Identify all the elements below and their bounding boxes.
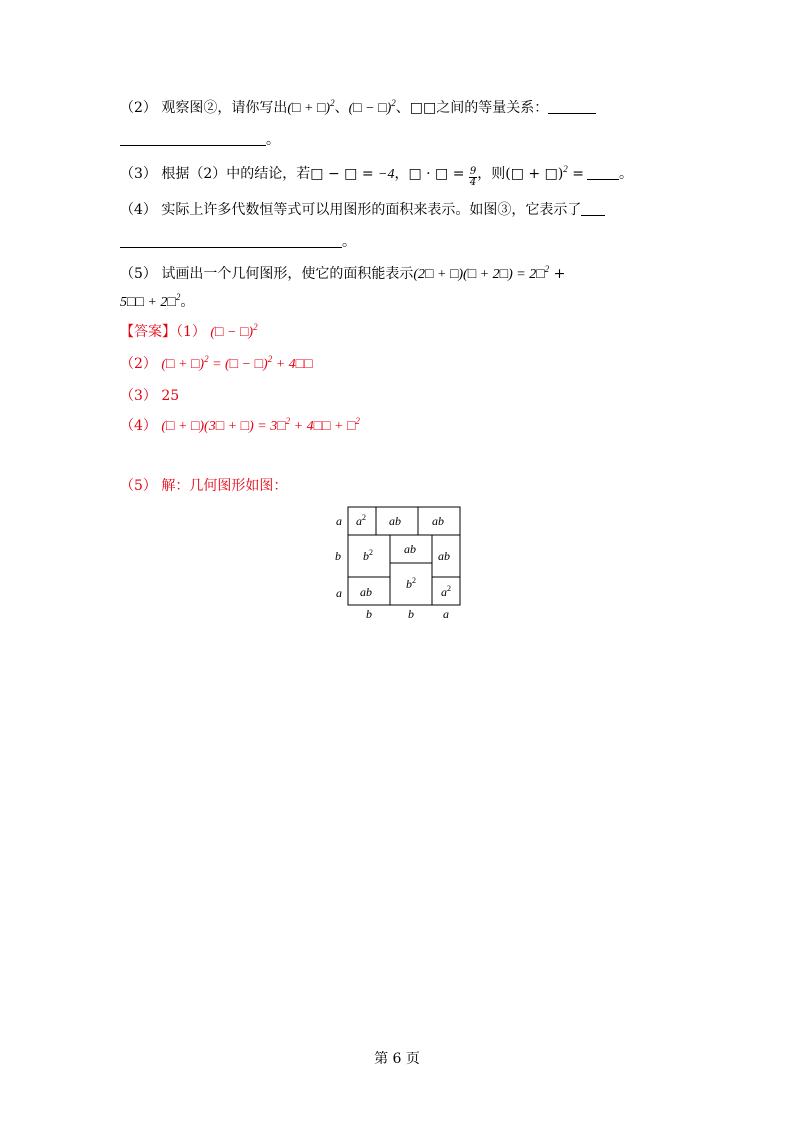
cell-b2-left <box>363 548 373 563</box>
cell-ab-center: ab <box>404 542 416 556</box>
q2-sep-2: 、□□之间的等量关系： <box>395 100 549 116</box>
q5-exp-1: 2 <box>544 264 550 274</box>
question-4-line-2 <box>120 232 356 252</box>
q2-exp-2: 2 <box>391 98 396 108</box>
bottom-label-a: a <box>443 607 449 621</box>
a5-number: （5） <box>120 478 157 494</box>
a3-value: 25 <box>161 388 180 404</box>
q2-number: （2） <box>120 100 157 116</box>
q3-post: ，则(□ + □) <box>477 166 564 182</box>
cell-ab-right: ab <box>438 549 450 563</box>
q3-mid: ，□ · □ = <box>394 166 469 182</box>
q5-end: 。 <box>180 294 195 310</box>
q4-answer-blank-1[interactable] <box>581 201 605 216</box>
q3-prompt: 根据（2）中的结论，若□ − □ = <box>161 166 378 182</box>
a1-number: （1） <box>176 324 206 340</box>
q3-fraction-numerator: 9 <box>469 166 477 177</box>
a1-expression: (□ − □) <box>210 325 254 340</box>
cell-a2-top-exp: 2 <box>362 513 366 522</box>
cell-a2-top <box>356 513 366 528</box>
cell-b2-left-base: b <box>363 549 369 563</box>
a4-expression-a: (□ + □)(3□ + □) = 3□ <box>161 419 286 434</box>
q5-exp-2: 2 <box>175 292 181 302</box>
left-label-a-bottom: a <box>336 586 342 600</box>
cell-ab-bottom-left: ab <box>360 585 372 599</box>
q3-number: （3） <box>120 166 157 182</box>
q5-expression-cont: 5□□ + 2□ <box>120 295 176 310</box>
cell-a2-bottom-right-exp: 2 <box>447 584 451 593</box>
q3-exp: 2 <box>563 164 568 174</box>
q4-prompt: 实际上许多代数恒等式可以用图形的面积来表示。如图③，它表示了 <box>161 202 582 218</box>
a2-expression-a: (□ + □) <box>161 357 205 372</box>
q3-fraction <box>469 167 477 188</box>
question-5-line-2 <box>120 292 194 313</box>
q2-answer-blank-2[interactable] <box>120 131 266 146</box>
geometry-figure <box>326 503 466 623</box>
q2-exp-1: 2 <box>330 98 335 108</box>
cell-b2-center <box>406 576 416 591</box>
q3-fraction-denominator: 4 <box>469 177 477 188</box>
q2-end: 。 <box>266 132 280 148</box>
page-number: 第 6 页 <box>374 1051 420 1067</box>
q2-prompt: 观察图②，请你写出 <box>161 100 288 116</box>
question-2-line-2 <box>120 130 280 150</box>
q4-answer-blank-2[interactable] <box>120 233 342 248</box>
a4-exp-b: 2 <box>355 416 360 426</box>
bottom-label-b-1: b <box>366 607 372 621</box>
a2-exp-a: 2 <box>204 354 209 364</box>
q3-value: −4 <box>378 167 395 182</box>
answer-4 <box>120 416 360 437</box>
q3-answer-blank[interactable] <box>587 165 619 180</box>
q2-sep-1: 、 <box>334 100 349 116</box>
answer-5 <box>120 476 287 496</box>
a4-expression-b: + 4□□ + □ <box>290 419 356 434</box>
cell-b2-left-exp: 2 <box>369 548 373 557</box>
q5-number: （5） <box>120 266 157 282</box>
question-3 <box>120 164 633 188</box>
answer-3 <box>120 386 179 406</box>
cell-b2-center-exp: 2 <box>412 576 416 585</box>
cell-ab-top-mid: ab <box>389 514 401 528</box>
q3-end: 。 <box>618 166 633 182</box>
a5-text: 解：几何图形如图： <box>161 478 288 494</box>
left-label-a-top: a <box>336 514 342 528</box>
q2-term-2: (□ − □) <box>348 101 392 116</box>
answer-label: 【答案】 <box>120 324 176 340</box>
a2-number: （2） <box>120 356 157 372</box>
answer-1 <box>120 322 258 343</box>
q2-answer-blank-1[interactable] <box>548 99 596 114</box>
q2-term-1: (□ + □) <box>287 101 331 116</box>
q5-expression: (2□ + □)(□ + 2□) = 2□ <box>413 267 545 282</box>
cell-a2-top-base: a <box>356 514 362 528</box>
bottom-label-b-2: b <box>408 607 414 621</box>
cell-a2-bottom-right-base: a <box>441 585 447 599</box>
cell-ab-top-right: ab <box>432 514 444 528</box>
question-2-line-1 <box>120 98 596 119</box>
a4-number: （4） <box>120 418 157 434</box>
q5-plus: + <box>549 266 566 282</box>
q3-eq: = <box>567 166 584 182</box>
a2-expression-b: = (□ − □) <box>208 357 268 372</box>
answer-2 <box>120 354 313 375</box>
cell-a2-bottom-right <box>441 584 451 599</box>
a4-exp-a: 2 <box>285 416 291 426</box>
a2-exp-b: 2 <box>267 354 273 364</box>
q4-number: （4） <box>120 202 157 218</box>
left-label-b: b <box>335 549 341 563</box>
a3-number: （3） <box>120 388 157 404</box>
a1-exp: 2 <box>253 322 258 332</box>
q5-prompt: 试画出一个几何图形，使它的面积能表示 <box>161 266 414 282</box>
question-4-line-1 <box>120 200 605 220</box>
q4-end: 。 <box>342 234 356 250</box>
cell-b2-center-base: b <box>406 577 412 591</box>
question-5-line-1 <box>120 264 565 285</box>
a2-expression-c: + 4□□ <box>272 357 313 372</box>
